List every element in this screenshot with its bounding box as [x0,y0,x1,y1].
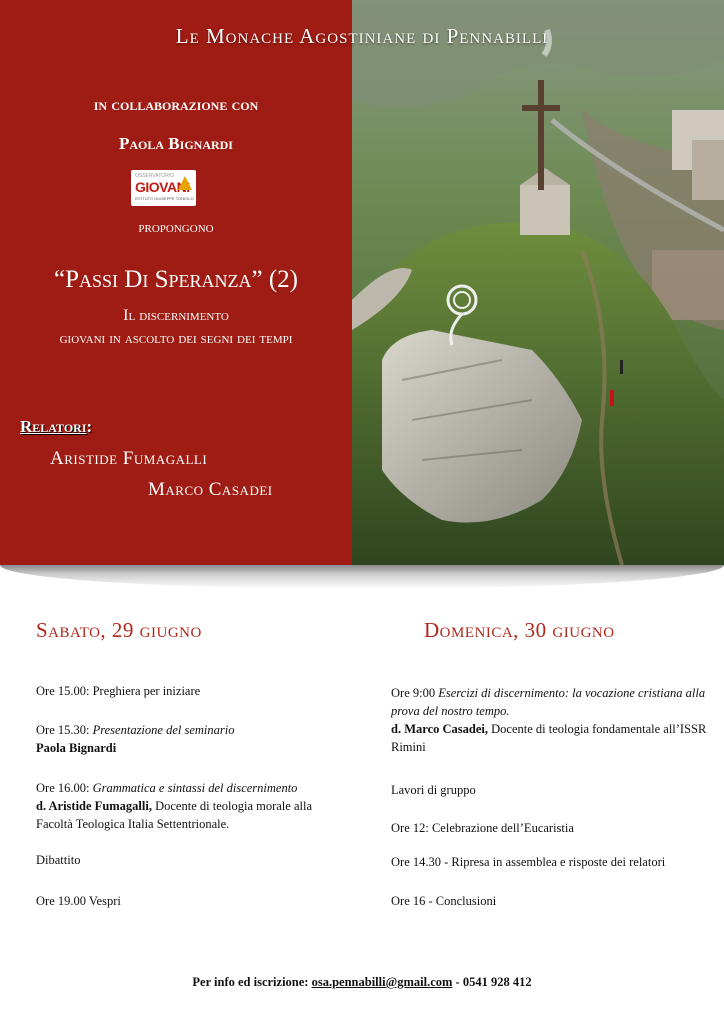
event-subtitle-2: giovani in ascolto dei segni dei tempi [59,330,293,347]
contact-footer [0,975,724,990]
schedule-item [36,892,336,910]
item-role: Docente di teologia fondamentale all’ISSR Rimini [391,722,707,754]
item-text: Lavori di gruppo [391,783,476,797]
speakers-heading: Relatori: [20,417,93,436]
collaboration-label: in collaborazione con [93,95,259,114]
schedule-item [36,682,336,700]
schedule-item [391,892,711,910]
item-text: Ore 16 - Conclusioni [391,894,497,908]
propose-label: propongono [138,220,214,236]
hilltop-cross-photo [352,0,724,565]
event-title: “Passi Di Speranza” (2) [54,266,298,293]
item-time: Ore 16.00: [36,781,90,795]
saturday-heading: Sabato, 29 giugno [36,618,202,642]
item-person: d. Marco Casadei, [391,722,488,736]
item-text: Ore 19.00 Vespri [36,894,121,908]
event-subtitle-1: Il discernimento [123,307,229,324]
collaborator-name: Paola Bignardi [119,134,233,153]
speaker-2: Marco Casadei [148,479,273,500]
schedule-item [36,721,336,757]
schedule-item [391,684,711,756]
footer-label: Per info ed iscrizione: [192,975,309,989]
item-role: Docente di teologia morale alla Facoltà Teologica Italia Settentrionale. [36,799,312,831]
logo-line-3: ISTITUTO GIUSEPPE TONIOLO [135,196,194,201]
item-text: Esercizi di discernimento: la vocazione cristiana alla prova del nostro tempo. [391,686,706,718]
organizer-title: Le Monache Agostiniane di Pennabilli [175,24,549,48]
email-link[interactable]: osa.pennabilli@gmail.com [311,975,453,989]
divider-shadow [0,565,724,589]
item-text: Ore 14.30 - Ripresa in assemblea e risposte dei relatori [391,855,666,869]
schedule-item [391,853,711,871]
schedule-item [391,781,711,799]
item-text: Dibattito [36,853,81,867]
item-text: Grammatica e sintassi del discernimento [92,781,298,795]
osservatorio-giovani-logo [131,170,196,206]
schedule-item [36,851,336,869]
schedule-item [36,779,336,833]
item-text: Preghiera per iniziare [92,684,201,698]
speaker-1: Aristide Fumagalli [50,448,208,469]
logo-main: GIOVANI [135,179,190,195]
item-text: Ore 12: Celebrazione dell’Eucaristia [391,821,574,835]
item-time: Ore 15.00: [36,684,90,698]
speakers-label: Relatori [20,417,87,436]
logo-line-1: OSSERVATORIO [135,173,175,179]
item-person: Paola Bignardi [36,741,117,755]
item-text: Presentazione del seminario [92,723,235,737]
sunday-heading: Domenica, 30 giugno [424,618,615,642]
item-time: Ore 9:00 [391,686,436,700]
item-time: Ore 15.30: [36,723,90,737]
schedule-item [391,819,711,837]
phone-number: - 0541 928 412 [455,975,532,989]
logo-mark-icon [178,176,192,190]
item-person: d. Aristide Fumagalli, [36,799,152,813]
